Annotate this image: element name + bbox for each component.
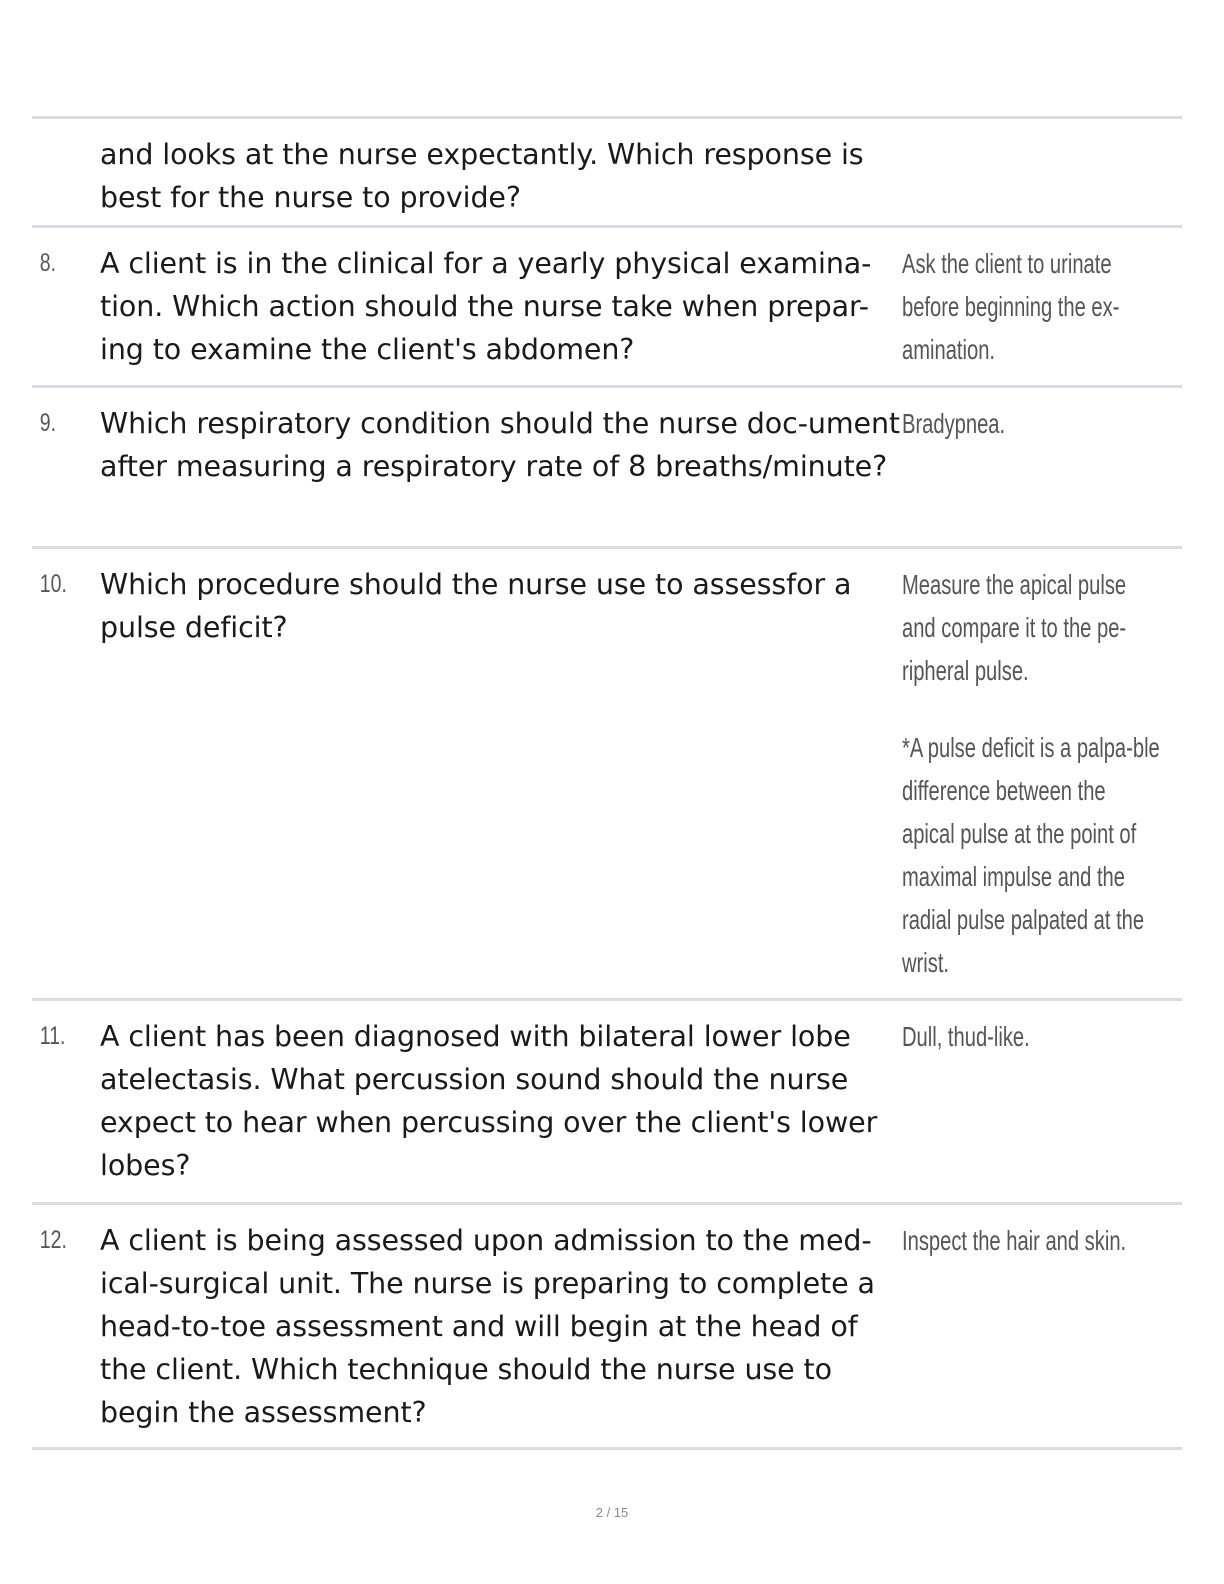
- table-row: [32, 546, 1182, 998]
- table-row: [32, 998, 1182, 1202]
- answer-text: Bradypnea.: [902, 408, 1006, 439]
- table-row: [32, 1202, 1182, 1450]
- page-number: 2 / 15: [595, 1505, 629, 1520]
- answer-cell: [902, 1015, 1224, 1202]
- question-text: A client is in the clinical for a yearly physical examina-tion. Which action should the nurse take when prepar-ing to examine the client's abdomen?: [100, 247, 872, 366]
- answer-text: Inspect the hair and skin.: [902, 1225, 1127, 1256]
- row-number: 10.: [39, 570, 67, 598]
- table-row: [32, 385, 1182, 546]
- question-text: A client has been diagnosed with bilateral lower lobe atelectasis. What percussion sound should the nurse expect to hear when percussing over the client's lower lobes?: [100, 1020, 878, 1182]
- question-text: Which procedure should the nurse use to assessfor a pulse deficit?: [100, 568, 852, 644]
- row-number: 9.: [39, 409, 57, 437]
- row-number: [32, 133, 85, 225]
- flashcard-table: [32, 116, 1182, 1450]
- answer-text: Measure the apical pulse and compare it to the pe-ripheral pulse.: [902, 569, 1127, 686]
- answer-note: *A pulse deficit is a palpa-ble difference between the apical pulse at the point of maximal impulse and the radial pulse palpated at the wrist.: [902, 732, 1160, 978]
- question-text: A client is being assessed upon admission to the med-ical-surgical unit. The nurse is preparing to complete a head-to-toe assessment and will begin at the head of the client. Which technique should the nurse use to begin the assessment?: [100, 1224, 875, 1429]
- answer-cell: [902, 242, 1224, 385]
- answer-text: Ask the client to urinate before beginning the ex-amination.: [902, 248, 1120, 365]
- table-row: [32, 225, 1182, 385]
- answer-cell: [902, 133, 1224, 225]
- row-number: 8.: [39, 249, 57, 277]
- answer-cell: [902, 563, 1224, 998]
- question-text: and looks at the nurse expectantly. Which response is best for the nurse to provide?: [100, 138, 864, 214]
- answer-cell: [902, 402, 1224, 546]
- table-row: [32, 116, 1182, 225]
- row-number: 12.: [39, 1226, 67, 1254]
- answer-cell: [902, 1219, 1224, 1447]
- question-text: Which respiratory condition should the nurse doc-ument after measuring a respiratory rate of 8 breaths/minute?: [100, 407, 900, 483]
- answer-text: Dull, thud-like.: [902, 1021, 1030, 1052]
- row-number: 11.: [39, 1022, 66, 1050]
